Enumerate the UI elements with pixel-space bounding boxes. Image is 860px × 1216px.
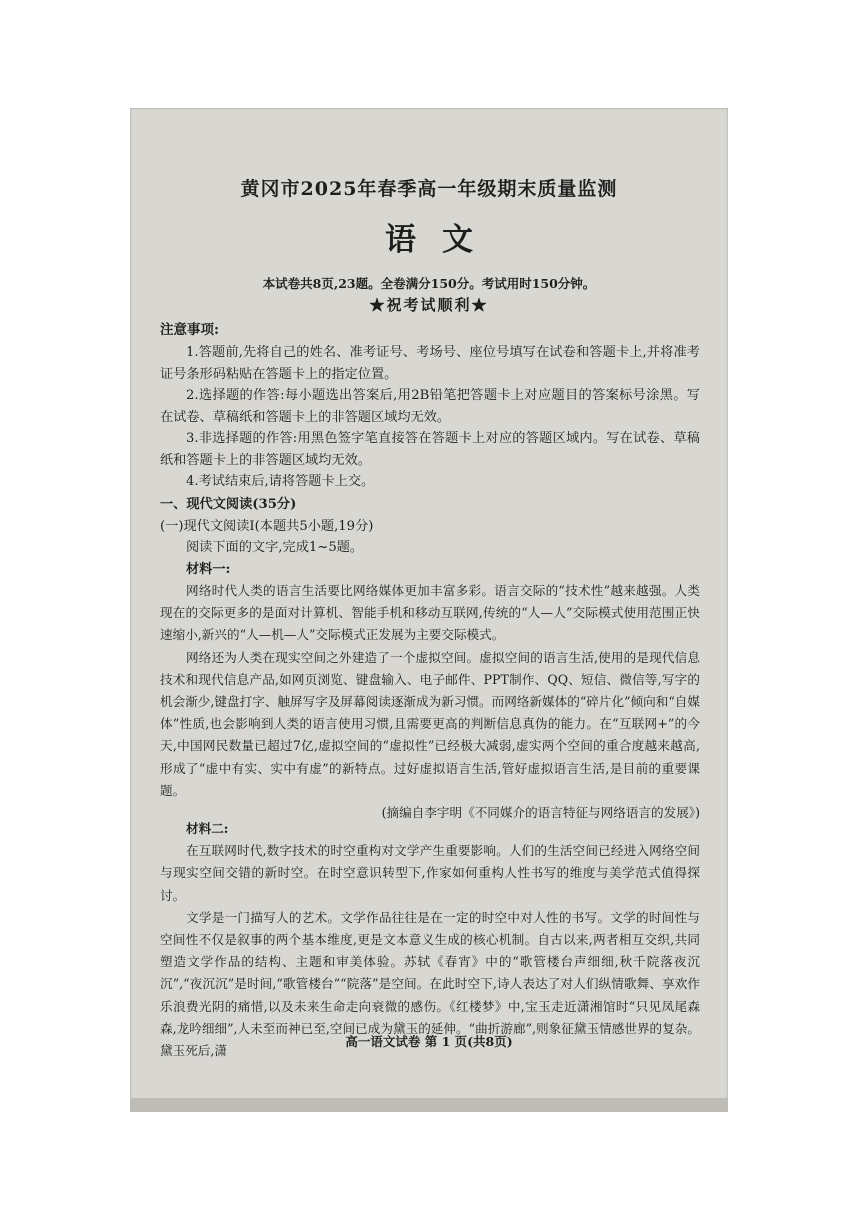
material-1-paragraph-2: 网络还为人类在现实空间之外建造了一个虚拟空间。虚拟空间的语言生活,使用的是现代信息技术和现代信息产品,如网页浏览、键盘输入、电子邮件、PPT制作、QQ、短信、微信等,写字的机会渐少,键盘打字、触屏写字及屏幕阅读逐渐成为新习惯。而网络新媒体的“碎片化”倾向和“自媒体”性质,也会影响到人类的语言使用习惯,且需要更高的判断信息真伪的能力。在“互联网+”的今天,中国网民数量已超过7亿,虚拟空间的“虚拟性”已经极大减弱,虚实两个空间的重合度越来越高,形成了“虚中有实、实中有虚”的新特点。过好虚拟语言生活,管好虚拟语言生活,是目前的重要课题。: [160, 649, 700, 798]
material-2: [160, 818, 700, 1062]
material-1-label: 材料一:: [186, 561, 231, 577]
exam-page: [130, 108, 728, 1112]
material-1: [160, 580, 700, 824]
material-2-paragraph-2: 文学是一门描写人的艺术。文学作品往往是在一定的时空中对人性的书写。文学的时间性与空间性不仅是叙事的两个基本维度,更是文本意义生成的核心机制。自古以来,两者相互交织,共同塑造文学作品的结构、主题和审美体验。苏轼《春宵》中的“歌管楼台声细细,秋千院落夜沉沉”,“夜沉沉”是时间,“歌管楼台”“院落”是空间。在此时空下,诗人表达了对人们纵情歌舞、享欢作乐浪费光阴的痛惜,以及未来生命走向衰微的感伤。《红楼梦》中,宝玉走近潇湘馆时“只见凤尾森森,龙吟细细”,人未至而神已至,空间已成为黛玉的延伸。“曲折游廊”,则象征黛玉情感世界的复杂。黛玉死后,潇: [160, 909, 700, 1059]
note-item-4: 4.考试结束后,请将答题卡上交。: [186, 474, 375, 489]
note-item-2: 2.选择题的作答:每小题选出答案后,用2B铅笔把答题卡上对应题目的答案标号涂黑。写在试卷、草稿纸和答题卡上的非答题区域均无效。: [160, 388, 700, 425]
notes-list: [160, 342, 700, 493]
notes-heading: 注意事项:: [160, 322, 219, 338]
exam-info: 本试卷共8页,23题。全卷满分150分。考试用时150分钟。: [262, 276, 596, 291]
exam-title: 黄冈市2025年春季高一年级期末质量监测: [240, 178, 618, 200]
instruction: 阅读下面的文字,完成1~5题。: [186, 540, 364, 555]
material-1-source: (摘编自李宇明《不同媒介的语言特征与网络语言的发展》): [381, 805, 700, 821]
subject-title: 语文: [385, 222, 499, 258]
material-1-paragraph-1: 网络时代人类的语言生活要比网络媒体更加丰富多彩。语言交际的“技术性”越来越强。人类现在的交际更多的是面对计算机、智能手机和移动互联网,传统的“人—人”交际模式使用范围正快速缩小,新兴的“人—机—人”交际模式正发展为主要交际模式。: [160, 583, 700, 643]
note-item-3: 3.非选择题的作答:用黑色签字笔直接答在答题卡上对应的答题区域内。写在试卷、草稿纸和答题卡上的非答题区域均无效。: [160, 431, 700, 468]
good-luck-banner: ★祝考试顺利★: [369, 296, 489, 314]
subsection-heading: (一)现代文阅读Ⅰ(本题共5小题,19分): [160, 518, 374, 534]
note-item-1: 1.答题前,先将自己的姓名、准考证号、考场号、座位号填写在试卷和答题卡上,并将准考证号条形码粘贴在答题卡上的指定位置。: [160, 345, 700, 382]
reading-section: [160, 494, 700, 580]
material-2-paragraph-1: 在互联网时代,数字技术的时空重构对文学产生重要影响。人们的生活空间已经进入网络空间与现实空间交错的新时空。在时空意识转型下,作家如何重构人性书写的维度与美学范式值得探讨。: [160, 843, 700, 903]
page-footer: 高一语文试卷 第 1 页(共8页): [345, 1034, 513, 1049]
material-2-label: 材料二:: [186, 821, 229, 836]
page-edge: [130, 1098, 728, 1112]
section-heading: 一、现代文阅读(35分): [160, 497, 297, 512]
